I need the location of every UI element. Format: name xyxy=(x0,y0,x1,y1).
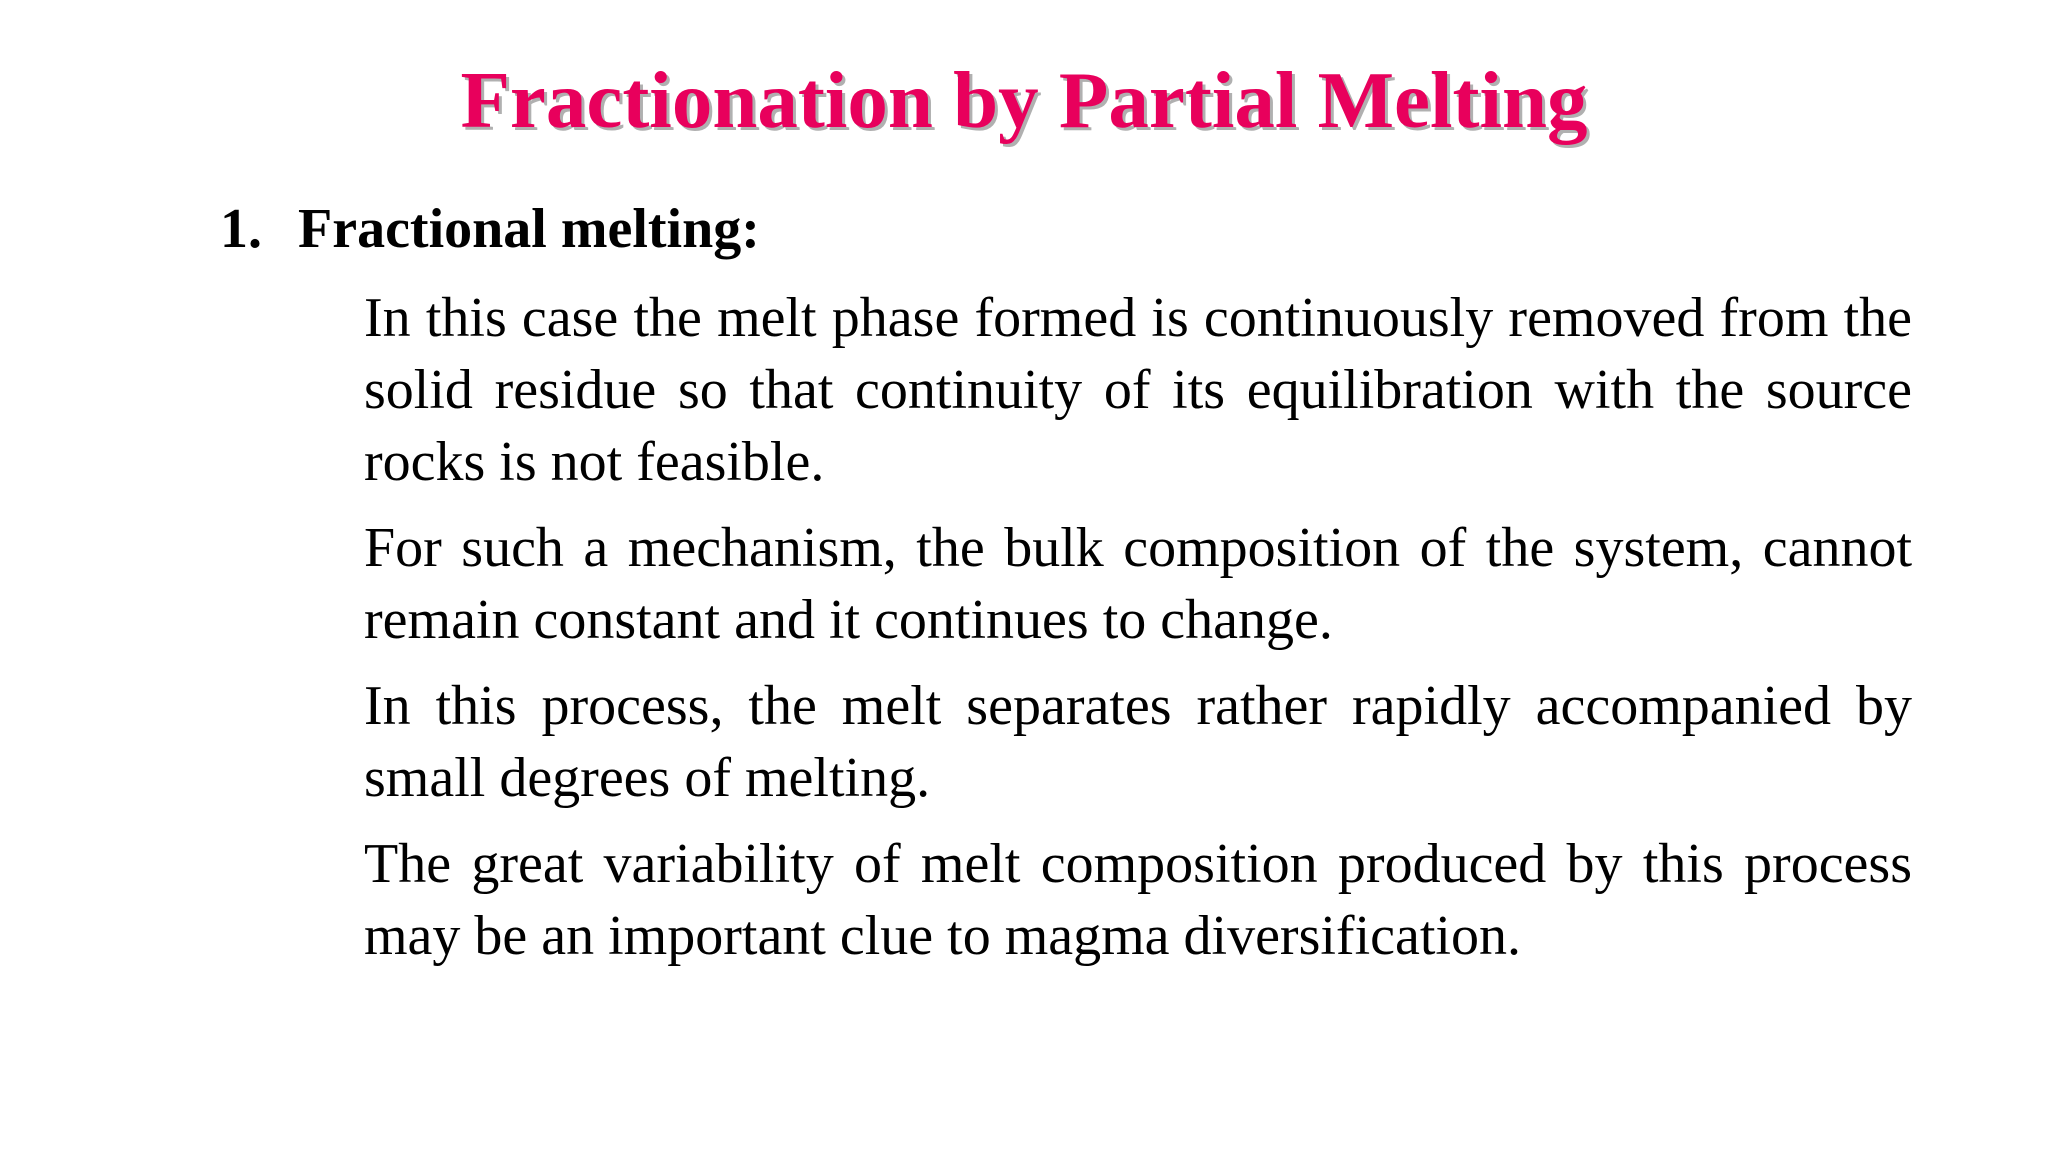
paragraph-3: In this process, the melt separates rather rapidly accompanied by small degrees of melting. xyxy=(364,675,1912,809)
paragraph-4: The great variability of melt composition produced by this process may be an important clue to magma diversification. xyxy=(364,833,1912,967)
section-heading-text: Fractional melting: xyxy=(298,198,760,260)
body-text xyxy=(364,282,1912,986)
slide-title: Fractionation by Partial Melting xyxy=(460,55,1588,145)
paragraph-2: For such a mechanism, the bulk composition of the system, cannot remain constant and it continues to change. xyxy=(364,517,1912,651)
paragraph-1: In this case the melt phase formed is continuously removed from the solid residue so that continuity of its equilibration with the source rocks is not feasible. xyxy=(364,287,1912,493)
section-heading xyxy=(220,196,760,263)
section-number: 1. xyxy=(220,198,262,260)
